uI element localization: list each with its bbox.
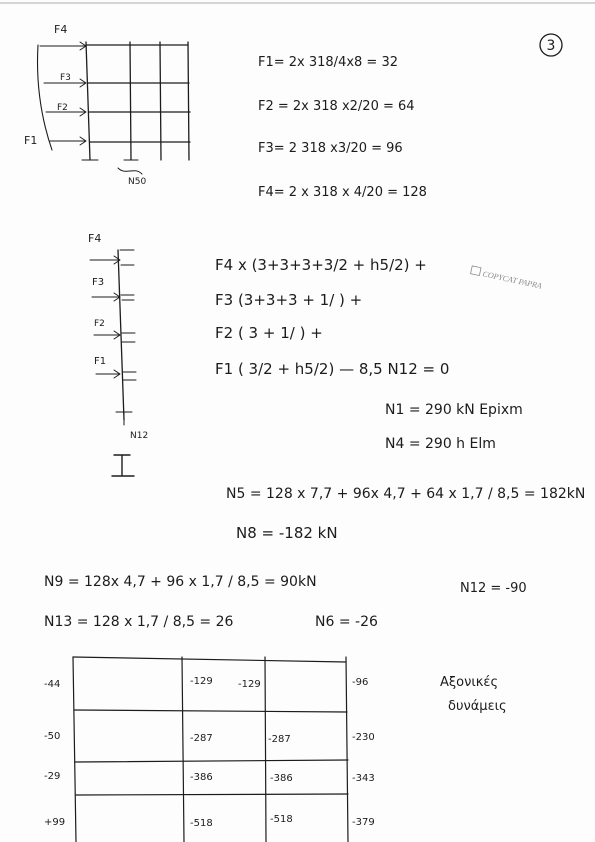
moment-line-4: F1 ( 3/2 + h5/2) — 8,5 N12 = 0 xyxy=(215,360,450,378)
table-cell: -287 xyxy=(268,734,291,745)
frame-sketch-1 xyxy=(24,23,190,187)
force-f4: F4= 2 x 318 x 4/20 = 128 xyxy=(258,185,427,200)
moment-line-1: F4 x (3+3+3+3/2 + h5/2) + xyxy=(215,256,427,274)
force-calculations xyxy=(258,55,427,200)
moment-equation xyxy=(215,256,449,378)
table-row xyxy=(44,676,368,690)
frame1-label-ground: N50 xyxy=(128,177,147,187)
result-n6: N6 = -26 xyxy=(315,614,378,630)
svg-text:3: 3 xyxy=(546,38,556,54)
side-note xyxy=(440,675,507,714)
frame1-label-f4: F4 xyxy=(54,23,68,36)
table-row xyxy=(44,731,375,745)
table-cell: -287 xyxy=(190,733,213,744)
note-line-1: Αξονικές xyxy=(440,675,499,690)
table-cell: -386 xyxy=(270,773,293,784)
table-cell: -230 xyxy=(352,732,375,743)
table-cell: -343 xyxy=(352,773,375,784)
table-row xyxy=(44,814,375,829)
frame-sketch-2 xyxy=(88,232,148,476)
result-n5: N5 = 128 x 7,7 + 96x 4,7 + 64 x 1,7 / 8,5 = 182kN xyxy=(226,486,586,502)
frame2-label-f3: F3 xyxy=(92,277,105,288)
note-line-2: δυνάμεις xyxy=(448,699,507,714)
table-cell: -44 xyxy=(44,679,61,690)
frame2-label-f2: F2 xyxy=(94,319,105,329)
table-cell: -50 xyxy=(44,731,61,742)
result-n8: N8 = -182 kN xyxy=(236,524,338,542)
frame2-label-reaction: N12 xyxy=(130,431,149,441)
frame2-label-f4: F4 xyxy=(88,232,102,245)
force-f1: F1= 2x 318/4x8 = 32 xyxy=(258,55,398,70)
page-number xyxy=(540,34,562,56)
force-f3: F3= 2 318 x3/20 = 96 xyxy=(258,141,403,156)
table-cell: +99 xyxy=(44,817,66,828)
table-cell: -129 xyxy=(190,676,213,687)
result-n1: N1 = 290 kN Epixm xyxy=(385,402,523,418)
table-cell: -96 xyxy=(352,677,369,688)
moment-line-2: F3 (3+3+3 + 1/ ) + xyxy=(215,291,363,309)
frame1-label-f2: F2 xyxy=(57,103,68,113)
watermark-stamp xyxy=(470,266,543,291)
table-row xyxy=(44,771,375,784)
results xyxy=(44,402,585,630)
force-f2: F2 = 2x 318 x2/20 = 64 xyxy=(258,99,415,114)
table-cell: -386 xyxy=(190,772,213,783)
svg-text:COPYCAT PAPRA: COPYCAT PAPRA xyxy=(481,269,543,291)
result-n13: N13 = 128 x 1,7 / 8,5 = 26 xyxy=(44,614,234,630)
table-cell: -518 xyxy=(270,814,293,825)
result-n4: N4 = 290 h Elm xyxy=(385,436,496,452)
result-n12: N12 = -90 xyxy=(460,581,527,596)
result-n9: N9 = 128x 4,7 + 96 x 1,7 / 8,5 = 90kN xyxy=(44,574,317,590)
frame1-label-f1: F1 xyxy=(24,134,38,147)
axial-force-table xyxy=(44,657,375,842)
table-cell: -29 xyxy=(44,771,61,782)
table-cell: -129 xyxy=(238,679,261,690)
table-cell: -379 xyxy=(352,817,375,828)
frame2-label-f1: F1 xyxy=(94,356,107,367)
table-cell: -518 xyxy=(190,818,213,829)
moment-line-3: F2 ( 3 + 1/ ) + xyxy=(215,324,323,342)
frame1-label-f3: F3 xyxy=(60,73,71,83)
